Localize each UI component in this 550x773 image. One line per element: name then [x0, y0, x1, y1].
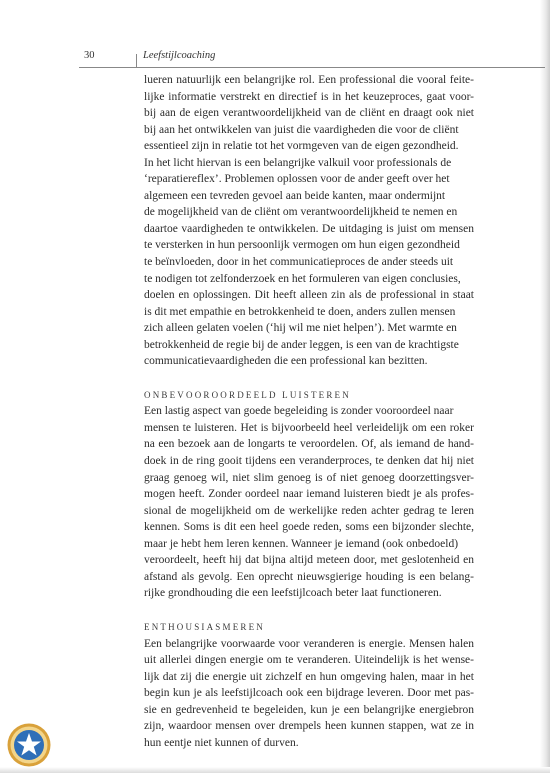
text-line: doelen en oplossingen. Dit heeft alleen zin als de professional in staat — [144, 289, 474, 302]
text-line: essentieel zijn in relatie tot het vormgeven van de eigen gezondheid. — [144, 140, 459, 153]
text-line: zich alleen gelaten voelen (‘hij wil me niet helpen’). Met warmte en — [144, 322, 457, 335]
text-line: mogen heeft. Zonder oordeel naar iemand luisteren biedt je als profes- — [144, 488, 474, 501]
scan-edge-right — [540, 0, 550, 773]
section-gap — [144, 370, 474, 387]
text-line: kennen. Soms is dit een heel goede reden, soms een bijzonder slechte, — [144, 521, 474, 534]
text-line: de mogelijkheid van de cliënt om verantwoordelijkheid te nemen en — [144, 206, 458, 219]
text-line: veroordeelt, heeft hij dat bijna altijd meteen door, met geslotenheid en — [144, 554, 474, 567]
text-line: bij aan de eigen verantwoordelijkheid van de cliënt en draagt ook niet — [144, 107, 474, 120]
text-line: lijk dat zij die energie uit zichzelf en hun omgeving halen, maar in het — [144, 670, 474, 683]
scan-edge-bottom — [0, 767, 550, 773]
text-line: lueren natuurlijk een belangrijke rol. Een professional die vooral feite- — [144, 74, 474, 86]
page-header — [0, 50, 550, 70]
text-line: graag genoeg wil, niet slim genoeg is of niet genoeg doorzettingsver- — [144, 471, 474, 484]
text-line: In het licht hiervan is een belangrijke valkuil voor professionals de — [144, 156, 452, 169]
section-enthousiasmeren — [144, 619, 474, 751]
text-line: sional de mogelijkheid om de werkelijke reden achter gedrag te leren — [144, 504, 474, 517]
section-heading: ONBEVOOROORDEELD LUISTEREN — [144, 389, 351, 400]
text-line: ‘reparatiereflex’. Problemen oplossen voor de ander geeft over het — [144, 173, 450, 186]
text-line: hun eentje niet kunnen of durven. — [144, 736, 299, 749]
text-line: Een belangrijke voorwaarde voor veranderen is energie. Mensen halen — [144, 637, 474, 650]
header-divider-tick — [136, 54, 137, 67]
running-head: Leefstijlcoaching — [143, 50, 216, 61]
text-line: communicatievaardigheden die een professional kan bezitten. — [144, 355, 428, 368]
section-gap — [144, 602, 474, 619]
text-line: betrokkenheid de regie bij de ander leggen, is een van de krachtigste — [144, 338, 459, 351]
text-line: te versterken in hun persoonlijk vermogen om hun eigen gezondheid — [144, 239, 460, 252]
text-line: is dit met empathie en betrokkenheid te doen, anders zullen mensen — [144, 305, 456, 318]
page-number: 30 — [84, 50, 95, 61]
text-line: mensen te luisteren. Het is bijvoorbeeld heel verleidelijk om een roker — [144, 421, 474, 434]
text-line: daartoe vaardigheden te ontwikkelen. De uitdaging is juist om mensen — [144, 222, 474, 235]
text-line: algemeen een tevreden gevoel aan beide kanten, maar ondermijnt — [144, 189, 446, 202]
section-heading: ENTHOUSIASMEREN — [144, 621, 266, 632]
text-line: te nodigen tot zelfonderzoek en het formuleren van eigen conclusies, — [144, 272, 461, 285]
text-line: maar je hebt hem leren kennen. Wanneer je iemand (ook onbedoeld) — [144, 537, 459, 550]
text-line: lijke informatie verstrekt en directief is in het keuzeproces, gaat voor- — [144, 90, 474, 103]
text-line: Een lastig aspect van goede begeleiding is zonder vooroordeel naar — [144, 405, 454, 418]
section-onbevooroordeeld-luisteren — [144, 387, 474, 602]
text-line: rijke grondhouding die een leefstijlcoach beter laat functioneren. — [144, 587, 442, 600]
text-line: te beïnvloeden, door in het communicatieproces de ander steeds uit — [144, 256, 454, 269]
watermark-seal-icon — [6, 722, 52, 768]
text-line: afstand als gevolg. Een oprecht nieuwsgierige houding is een belang- — [144, 570, 474, 583]
text-line: zijn, waardoor mensen over drempels heen kunnen stappen, wat ze in — [144, 720, 474, 733]
text-line: bij aan het ontwikkelen van juist die vaardigheden die voor de cliënt — [144, 123, 459, 136]
text-line: uit allerlei dingen energie om te veranderen. Uiteindelijk is het wense- — [144, 654, 474, 667]
text-line: sie en gedrevenheid te begeleiden, kun je een belangrijke energiebron — [144, 703, 474, 716]
text-line: na een bezoek aan de longarts te veroordelen. Of, als iemand de hand- — [144, 438, 474, 451]
paragraph-1 — [144, 72, 474, 370]
text-line: doek in de ring gooit tijdens een veranderproces, te denken dat hij niet — [144, 455, 474, 468]
header-rule — [79, 67, 545, 68]
body-text — [144, 72, 474, 751]
text-line: begin kun je als leefstijlcoach ook een bijdrage leveren. Door met pas- — [144, 687, 474, 700]
